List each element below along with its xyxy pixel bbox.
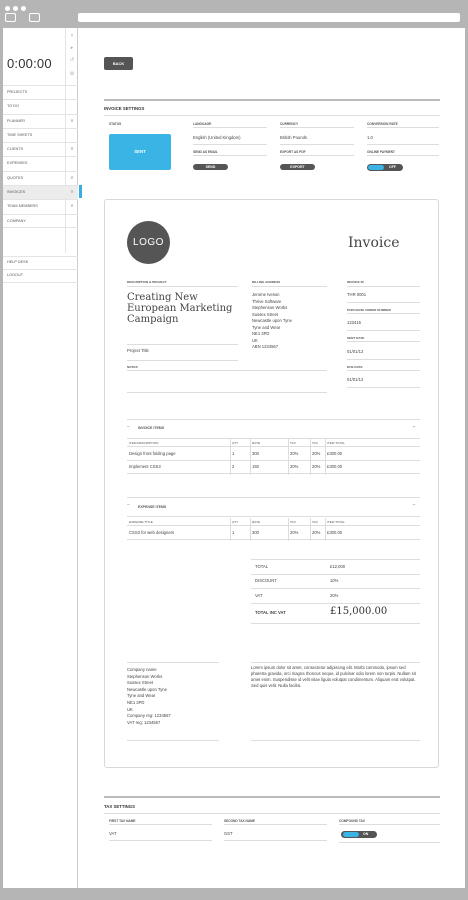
purchase-order-input[interactable]: 123415 — [347, 320, 361, 325]
address-line: ABN 1234567 — [252, 344, 279, 349]
language-select[interactable]: English (United Kingdom) — [193, 135, 241, 140]
section-divider — [104, 99, 440, 101]
toggle-knob — [343, 832, 359, 837]
total-label: TOTAL — [255, 564, 269, 569]
sidebar-item-label: TEAM MEMBERS — [7, 204, 38, 209]
billing-address-label: BILLING ADDRESS — [252, 280, 281, 284]
column-header: TAX — [290, 520, 296, 524]
footer-address[interactable] — [127, 667, 171, 726]
window-maximize-dot[interactable] — [21, 6, 26, 11]
section-divider — [127, 516, 420, 517]
field-divider — [280, 127, 354, 128]
sidebar-nav — [3, 85, 78, 228]
send-email-button[interactable]: SEND — [193, 164, 228, 170]
totals-divider — [251, 588, 420, 589]
address-line: Newcastle upon Tyne — [252, 318, 292, 323]
field-divider — [347, 370, 420, 371]
sidebar-item-projects[interactable] — [3, 85, 78, 99]
table-cell[interactable]: £300.00 — [327, 451, 343, 456]
address-line: Tyne and Wear — [252, 324, 281, 330]
invoice-settings-title: INVOICE SETTINGS — [104, 106, 145, 111]
sidebar-item-expenses[interactable] — [3, 156, 78, 170]
chevron-down-icon[interactable]: ∨ — [70, 174, 74, 181]
column-header: RATE — [252, 520, 261, 524]
field-divider — [347, 387, 420, 388]
sidebar-item-label: QUOTES — [7, 175, 24, 180]
table-cell[interactable]: 1 — [232, 451, 235, 456]
address-line: Stephenson Works — [252, 305, 288, 310]
table-row-divider — [127, 460, 420, 461]
window-close-dot[interactable] — [5, 6, 10, 11]
section-divider — [127, 438, 420, 439]
address-line: Tyne and Wear — [127, 693, 156, 699]
collapse-icon[interactable]: – — [127, 424, 130, 430]
conversion-rate-input[interactable]: 1.0 — [367, 135, 373, 140]
status-sent-button[interactable]: SENT — [109, 134, 171, 170]
invoice-id-input[interactable]: THR 0001 — [347, 292, 367, 297]
back-button[interactable]: BACK — [104, 57, 133, 70]
column-header: QTY — [232, 520, 239, 524]
compound-tax-label: COMPOUND TAX — [339, 819, 365, 823]
table-divider — [127, 446, 420, 447]
timer-reset-icon[interactable]: ↺ — [69, 57, 75, 63]
notes-label: NOTES — [127, 365, 138, 369]
field-divider — [127, 360, 238, 361]
field-divider — [193, 155, 267, 156]
table-cell[interactable]: 20% — [312, 451, 321, 456]
sidebar-item-label: TO DO — [7, 104, 19, 109]
field-divider — [109, 840, 212, 841]
company-logo[interactable]: LOGO — [127, 221, 170, 264]
field-divider — [367, 127, 439, 128]
timer-settings-icon[interactable]: ⚙ — [69, 71, 75, 77]
first-tax-input[interactable]: VAT — [109, 831, 117, 836]
totals-divider — [251, 623, 420, 624]
export-pdf-label: EXPORT AS PDF — [280, 150, 306, 154]
address-line: NE1 3PD — [127, 699, 145, 705]
section-divider — [104, 115, 440, 116]
totals-divider — [251, 559, 420, 560]
expense-items-title: EXPENSE ITEMS — [138, 505, 167, 509]
field-divider — [193, 127, 267, 128]
sidebar — [3, 28, 78, 888]
field-divider — [127, 344, 238, 345]
sidebar-item-team-members[interactable] — [3, 199, 78, 213]
second-tax-input[interactable]: GST — [224, 831, 233, 836]
currency-select[interactable]: British Pounds — [280, 135, 307, 140]
chevron-down-icon[interactable]: ∨ — [70, 203, 74, 210]
vat-label: VAT — [255, 593, 263, 598]
table-cell[interactable]: 2 — [232, 464, 235, 469]
field-divider — [347, 313, 420, 314]
address-line: Jerome Iveson — [252, 292, 280, 297]
address-bar[interactable] — [78, 13, 460, 22]
chevron-down-icon[interactable]: ∨ — [70, 117, 74, 124]
sidebar-item-company[interactable] — [3, 214, 78, 228]
collapse-icon[interactable]: – — [127, 502, 130, 508]
browser-forward-icon[interactable] — [29, 13, 40, 22]
table-cell[interactable]: 20% — [290, 451, 299, 456]
sidebar-item-label: CLIENTS — [7, 147, 24, 152]
send-email-label: SEND AS EMAIL — [193, 150, 218, 154]
address-line: Stephenson Works — [127, 673, 163, 679]
field-divider — [367, 155, 439, 156]
column-header: EXPENSE TITLE — [129, 520, 153, 524]
field-divider — [347, 341, 420, 342]
sidebar-item-clients[interactable] — [3, 142, 78, 156]
field-divider — [339, 842, 440, 843]
column-divider — [288, 518, 289, 541]
sidebar-item-time-sheets[interactable] — [3, 128, 78, 142]
total-value: £12,000 — [330, 564, 346, 569]
notes-field[interactable] — [127, 392, 327, 393]
table-cell[interactable]: Implement CSS3 — [129, 464, 161, 469]
sidebar-separator — [3, 282, 78, 283]
field-divider — [193, 144, 267, 145]
address-line: VAT reg: 1234567 — [127, 719, 161, 725]
total-inc-vat-value: £15,000.00 — [330, 606, 388, 617]
column-divider — [230, 518, 231, 541]
table-cell[interactable]: CSS3 for web designers — [129, 530, 175, 535]
address-line: Sussex Street — [252, 311, 279, 317]
sidebar-logout[interactable]: LOGOUT — [7, 273, 24, 277]
sidebar-item-label: PLANNER — [7, 118, 25, 123]
field-divider — [347, 302, 420, 303]
address-line: UK — [252, 337, 258, 343]
footer-divider — [127, 740, 219, 741]
table-row-divider — [127, 539, 420, 540]
address-line: Newcastle upon Tyne — [127, 686, 167, 692]
table-cell[interactable]: £300.00 — [327, 464, 343, 469]
invoice-items-title: INVOICE ITEMS — [138, 426, 165, 430]
table-cell[interactable]: £300.00 — [327, 530, 343, 535]
field-divider — [127, 370, 327, 371]
discount-label: DISCOUNT — [255, 578, 277, 583]
column-divider — [250, 439, 251, 475]
field-divider — [367, 144, 439, 145]
column-header: RATE — [252, 441, 261, 445]
address-line: Company name — [127, 667, 157, 672]
total-inc-vat-label: TOTAL INC VAT — [255, 610, 286, 615]
browser-chrome — [0, 0, 468, 28]
table-cell[interactable]: Design front folding page — [129, 451, 176, 456]
sidebar-separator — [3, 256, 78, 257]
tax-settings-title: TAX SETTINGS — [104, 804, 135, 809]
totals-divider — [251, 574, 420, 575]
address-line: Company reg: 1234567 — [127, 713, 171, 719]
field-divider — [252, 286, 327, 287]
address-line: UK — [127, 706, 133, 712]
footer-divider — [251, 662, 420, 663]
footer-divider — [127, 662, 219, 663]
status-label: STATUS — [109, 122, 122, 126]
totals-divider — [251, 603, 420, 604]
invoice-card — [104, 199, 439, 768]
chevron-down-icon[interactable]: ∨ — [70, 146, 74, 153]
sent-date-label: SENT DATE — [347, 336, 365, 340]
billing-address[interactable] — [252, 292, 292, 351]
add-item-icon[interactable]: ⌐ — [413, 424, 416, 430]
toggle-knob — [368, 165, 384, 170]
table-cell[interactable]: 20% — [312, 530, 321, 535]
sidebar-help-desk[interactable]: HELP DESK — [7, 260, 29, 264]
purchase-order-label: PURCHASE ORDER NUMBER — [347, 308, 391, 312]
section-divider — [127, 419, 420, 420]
table-cell[interactable]: 20% — [312, 464, 321, 469]
chevron-down-icon[interactable]: ∨ — [70, 189, 74, 196]
sidebar-item-quotes[interactable] — [3, 171, 78, 185]
first-tax-label: FIRST TAX NAME — [109, 819, 136, 823]
field-divider — [280, 144, 354, 145]
footer-divider — [251, 740, 420, 741]
field-divider — [224, 824, 327, 825]
field-divider — [347, 286, 420, 287]
column-divider — [325, 518, 326, 541]
window-minimize-dot[interactable] — [13, 6, 18, 11]
invoice-title: Invoice — [348, 235, 400, 251]
description-label: DESCRIPTION & PROJECT — [127, 280, 167, 284]
sidebar-separator — [3, 269, 78, 270]
sidebar-item-label: TIME SHEETS — [7, 132, 33, 137]
sidebar-item-label: INVOICES — [7, 190, 26, 195]
second-tax-label: SECOND TAX NAME — [224, 819, 255, 823]
column-header: ITEM TOTAL — [327, 520, 345, 524]
project-name[interactable]: Creating New European Marketing Campaign — [127, 292, 233, 325]
column-divider — [230, 439, 231, 475]
compound-tax-toggle[interactable] — [341, 831, 377, 838]
timer-display: 0:00:00 — [7, 56, 52, 71]
due-date-label: DUE DATE — [347, 365, 363, 369]
section-divider — [104, 796, 440, 798]
column-header: TAX — [290, 441, 296, 445]
section-divider — [127, 497, 420, 498]
column-header: TAX — [312, 520, 318, 524]
table-cell[interactable]: 300 — [252, 530, 259, 535]
address-line: Thrive Software — [252, 298, 282, 304]
add-expense-icon[interactable]: ⌐ — [413, 502, 416, 508]
table-row-divider — [127, 473, 420, 474]
toggle-label: ON — [363, 832, 369, 836]
column-divider — [250, 518, 251, 541]
export-pdf-button[interactable]: EXPORT — [280, 164, 315, 170]
field-divider — [127, 286, 238, 287]
column-header: QTY — [232, 441, 239, 445]
table-cell[interactable]: 1 — [232, 530, 235, 535]
timer-play-icon[interactable]: ▸ — [70, 45, 74, 51]
section-divider — [104, 813, 440, 814]
sidebar-item-invoices[interactable] — [3, 185, 78, 199]
invoice-id-label: INVOICE ID — [347, 280, 364, 284]
sidebar-item-label: EXPENSES — [7, 161, 28, 166]
sidebar-item-planner[interactable] — [3, 114, 78, 128]
app-window — [3, 28, 465, 888]
column-header: ITEM DESCRIPTION — [129, 441, 159, 445]
online-payment-label: ONLINE PAYMENT — [367, 150, 395, 154]
timer-close-icon[interactable]: × — [70, 33, 74, 39]
field-divider — [339, 824, 440, 825]
due-date-input[interactable]: 01/01/12 — [347, 377, 364, 382]
column-header: TAX — [312, 441, 318, 445]
address-line: Sussex Street — [127, 680, 154, 686]
field-divider — [109, 824, 212, 825]
column-header: ITEM TOTAL — [327, 441, 345, 445]
address-line: NE1 3PD — [252, 331, 270, 336]
field-divider — [347, 330, 420, 331]
discount-value[interactable]: 10% — [330, 578, 339, 583]
field-divider — [224, 840, 327, 841]
column-divider — [310, 518, 311, 541]
column-divider — [288, 439, 289, 475]
language-label: LANGUAGE — [193, 122, 212, 126]
table-divider — [127, 525, 420, 526]
browser-back-icon[interactable] — [5, 13, 16, 22]
footer-notes[interactable]: Lorem ipsum dolor sit amet, consectetur adipiscing elit. Morbi commodo, ipsum sed pharetra gravida, orci magna rhoncus neque, id pulvinar odio lorem non turpis. Nullam sit amet enim. Suspendisse id velit vitae ligula volutpat condimentum. Aliquam erat volutpat. Sed quis velit. Nulla facilisi. — [251, 665, 416, 688]
table-cell[interactable]: 20% — [290, 530, 299, 535]
project-title-field[interactable]: Project Title — [127, 348, 149, 353]
table-cell[interactable]: 300 — [252, 451, 259, 456]
main-content — [79, 28, 465, 888]
column-divider — [325, 439, 326, 475]
field-divider — [280, 155, 354, 156]
field-divider — [347, 359, 420, 360]
browser-bottom-bar — [0, 888, 468, 900]
sidebar-item-label: PROJECTS — [7, 90, 28, 94]
table-cell[interactable]: 20% — [290, 464, 299, 469]
column-divider — [310, 439, 311, 475]
online-payment-toggle[interactable] — [367, 164, 403, 171]
vat-value: 20% — [330, 593, 339, 598]
currency-label: CURRENCY — [280, 122, 299, 126]
toggle-label: OFF — [389, 165, 396, 169]
table-cell[interactable]: 150 — [252, 464, 259, 469]
sidebar-item-label: COMPANY — [7, 218, 26, 223]
sidebar-item-todo[interactable] — [3, 99, 78, 113]
sent-date-input[interactable]: 01/01/12 — [347, 349, 364, 354]
conversion-rate-label: CONVERSION RATE — [367, 122, 398, 126]
